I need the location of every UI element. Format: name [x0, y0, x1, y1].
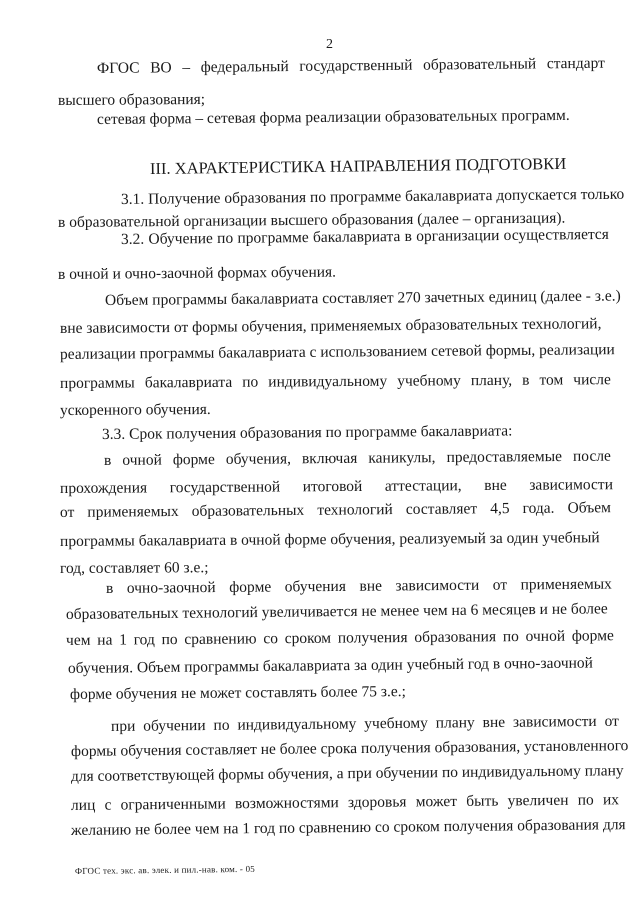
paragraph-volume-line4 — [60, 371, 611, 393]
word: увеличен — [507, 791, 569, 810]
word: в — [404, 227, 413, 246]
word: со — [263, 630, 279, 648]
word: в — [522, 371, 530, 389]
word: образовательных — [191, 501, 305, 520]
paragraph-parttime-line4: обучения. Объем программы бакалавриата за один учебный год в очно-заочной — [67, 654, 594, 677]
word: индивидуальному — [237, 715, 357, 734]
word: год — [133, 631, 155, 649]
section-heading: III. ХАРАКТЕРИСТИКА НАПРАВЛЕНИЯ ПОДГОТОВКИ — [149, 153, 567, 178]
word: по — [242, 373, 259, 391]
word: учебному — [397, 372, 461, 390]
paragraph-parttime-line5: форме обучения не может составлять более 75 з.е.; — [69, 683, 406, 703]
word: здоровья — [347, 793, 407, 812]
paragraph-fulltime-line1 — [104, 448, 611, 470]
word: форме — [229, 578, 272, 596]
word: числе — [573, 371, 611, 389]
paragraph-volume-line1: Объем программы бакалавриата составляет 270 зачетных единиц (далее - з.е.) — [104, 287, 621, 309]
word: на — [97, 631, 113, 649]
word: форме — [571, 627, 614, 645]
definition-network-form: сетевая форма – сетевая форма реализации образовательных программ. — [96, 106, 570, 128]
word: технологий — [317, 501, 393, 519]
paragraph-individual-line1 — [111, 713, 619, 736]
word: итоговой — [302, 477, 363, 496]
paragraph-3-1-line2: в образовательной организации высшего образования (далее – организация). — [57, 209, 566, 231]
word: обучения — [284, 577, 347, 596]
word: может — [415, 792, 458, 811]
paragraph-3-3-line1: 3.3. Срок получения образования по программе бакалавриата: — [101, 422, 513, 443]
paragraph-volume-line5: ускоренного обучения. — [59, 400, 211, 419]
paragraph-parttime-line1 — [106, 576, 612, 598]
word: их — [602, 791, 620, 809]
word: плану — [435, 714, 475, 732]
paragraph-fulltime-line5: год, составляет 60 з.е.; — [59, 559, 209, 577]
word: чем — [65, 631, 91, 649]
word: образования — [414, 628, 497, 646]
page-number: 2 — [326, 37, 333, 52]
word: очной — [122, 451, 162, 469]
word: индивидуальному — [268, 372, 388, 391]
word: от — [604, 712, 619, 730]
word: вне — [482, 713, 506, 732]
paragraph-volume-line2: вне зависимости от формы обучения, применяемых образовательных технологий, — [59, 315, 602, 337]
footer-note: ФГОС тех. экс. ав. элек. и пил.-нав. ком. - 05 — [74, 863, 256, 876]
word: сравнению — [184, 630, 257, 648]
word: зависимости — [512, 712, 597, 731]
word: каникулы, — [368, 449, 436, 467]
word: Обучение — [148, 230, 213, 248]
word: аттестации, — [384, 477, 462, 495]
word: программы — [59, 374, 135, 392]
paragraph-individual-line2: формы обучения составляет не более срока получения образования, установленного — [70, 737, 629, 760]
word: том — [539, 371, 564, 389]
definition-fgos-line1 — [97, 55, 605, 78]
word: от — [492, 576, 508, 594]
word: сроком — [284, 629, 332, 648]
paragraph-parttime-line3 — [66, 627, 614, 650]
word: – — [182, 59, 191, 77]
word: плану, — [470, 371, 513, 390]
word: осуществляется — [503, 225, 609, 244]
word: прохождения — [59, 479, 148, 497]
word: при — [110, 717, 136, 735]
paragraph-individual-line5: желанию не более чем на 1 год по сравнению со сроком получения образования для — [70, 816, 626, 839]
paragraph-3-2-line2: в очной и очно-заочной формах обучения. — [57, 263, 337, 283]
word: очной — [525, 627, 566, 645]
word: по — [161, 631, 178, 649]
paragraph-fulltime-line4: программы бакалавриата в очной форме обучения, реализуемый за один учебный — [59, 529, 600, 550]
word: обучении — [143, 717, 206, 735]
word: после — [572, 447, 611, 465]
word: программе — [237, 229, 309, 247]
word: учебному — [364, 714, 428, 733]
word: ФГОС — [96, 59, 140, 77]
word: государственной — [169, 478, 281, 497]
word: лиц — [70, 796, 96, 814]
word: в — [103, 451, 112, 469]
word: по — [217, 229, 234, 247]
word: по — [577, 791, 594, 809]
word: обучения, — [225, 450, 292, 468]
word: вне — [484, 476, 507, 495]
word: года. — [522, 499, 555, 517]
word: быть — [466, 792, 499, 810]
paragraph-3-1-line1: 3.1. Получение образования по программе бакалавриата допускается только — [120, 185, 625, 208]
word: ограниченными — [120, 795, 226, 814]
paragraph-individual-line4 — [71, 791, 619, 815]
word: государственный — [299, 56, 413, 75]
word: образовательный — [422, 55, 537, 74]
word: стандарт — [546, 54, 605, 73]
word: применяемых — [520, 575, 612, 594]
word: применяемых — [87, 502, 179, 521]
word: предоставляемые — [446, 448, 563, 467]
paragraph-parttime-line2: образовательных технологий увеличивается не менее чем на 6 месяцев и не более — [65, 600, 608, 623]
word: с — [104, 796, 112, 814]
word: зависимости — [529, 476, 614, 494]
word: зависимости — [395, 576, 480, 595]
word: от — [59, 503, 75, 521]
word: федеральный — [200, 57, 289, 76]
word: форме — [172, 451, 215, 469]
paragraph-volume-line3: реализации программы бакалавриата с использованием сетевой формы, реализации — [59, 341, 615, 363]
paragraph-individual-line3: для соответствующей формы обучения, а при обучении по индивидуальному плану — [70, 762, 624, 785]
word: 4,5 — [490, 500, 510, 518]
paragraph-fulltime-line2 — [60, 476, 613, 498]
word: составляет — [405, 500, 478, 518]
word: получения — [337, 629, 408, 647]
word: по — [502, 628, 519, 646]
word: бакалавриата — [312, 228, 401, 246]
word: бакалавриата — [144, 373, 233, 392]
word: по — [213, 716, 230, 734]
word: организации — [416, 227, 500, 245]
paragraph-fulltime-line3 — [60, 499, 611, 522]
word: очно-заочной — [126, 579, 216, 597]
word: Объем — [567, 499, 612, 517]
word: в — [105, 579, 114, 597]
word: возможностями — [234, 794, 339, 813]
word: 1 — [119, 631, 127, 649]
word: 3.2. — [120, 230, 145, 248]
definition-fgos-line2: высшего образования; — [57, 90, 206, 109]
paragraph-3-2-line1 — [121, 226, 609, 249]
word: ВО — [150, 59, 172, 77]
word: вне — [359, 577, 383, 595]
word: включая — [301, 449, 358, 468]
